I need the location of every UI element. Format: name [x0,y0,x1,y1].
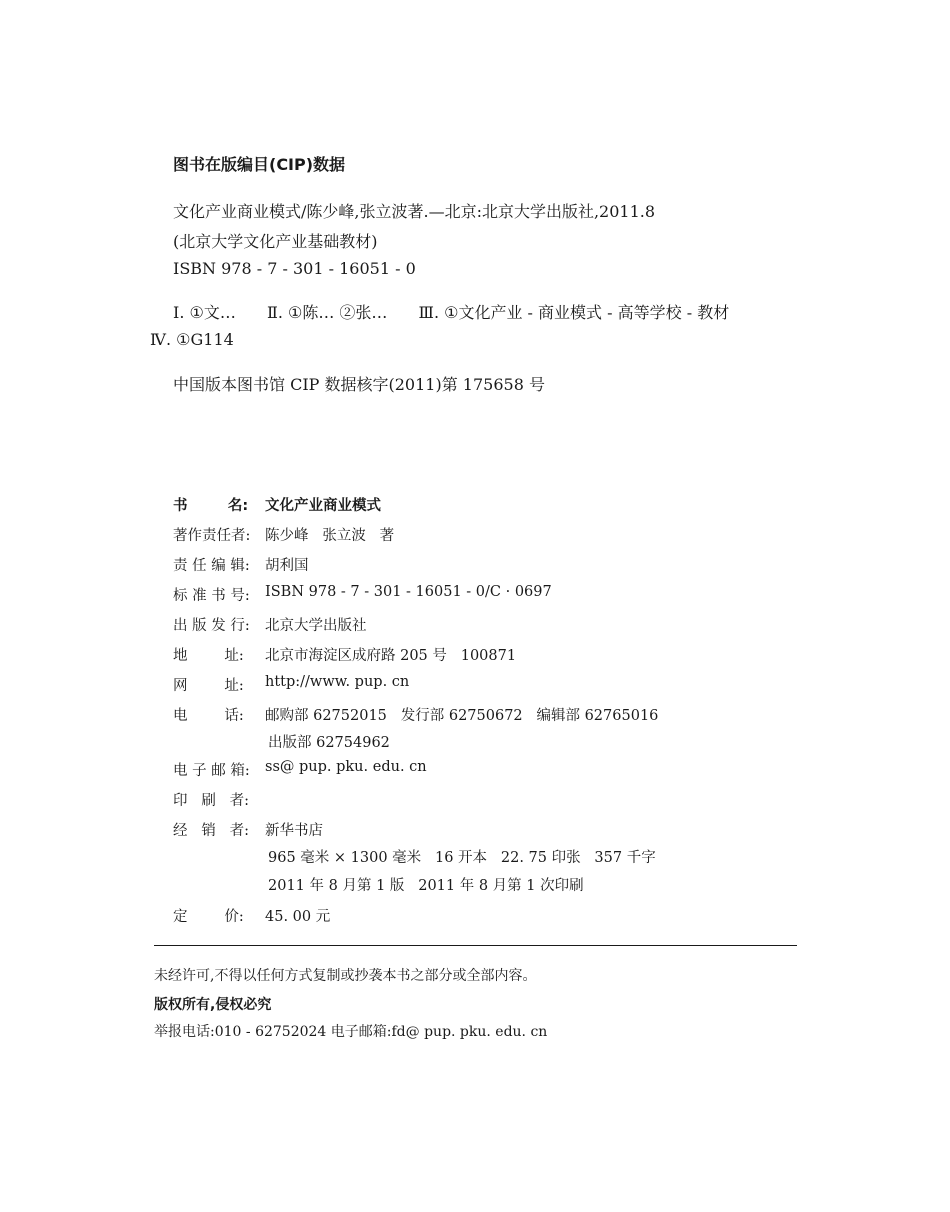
cip-number: 中国版本图书馆 CIP 数据核字(2011)第 175658 号 [173,375,545,394]
colophon-row-book-name [173,494,658,524]
distributor: 新华书店 [265,823,323,839]
printer-label: 印 刷 者: [173,793,250,809]
copying-notice: 未经许可,不得以任何方式复制或抄袭本书之部分或全部内容。 [154,968,537,984]
colophon-row-phone [173,704,658,731]
cip-isbn: ISBN 978 - 7 - 301 - 16051 - 0 [173,259,416,278]
colophon-row-publisher [173,614,658,644]
colophon-row-authors [173,524,658,554]
book-format: 965 毫米 × 1300 毫米 16 开本 22. 75 印张 357 千字 [268,850,656,866]
email: ss@ pup. pku. edu. cn [265,759,427,775]
distributor-label: 经 销 者: [173,823,250,839]
authors-label: 著作责任者: [173,528,251,544]
cip-classification-line2: Ⅳ. ①G114 [150,330,234,349]
authors: 陈少峰 张立波 著 [265,528,395,544]
isbn-label: 标 准 书 号: [173,588,250,604]
cip-class-item: Ⅱ. ①陈… ②张… [266,303,388,322]
cip-classification [173,300,755,323]
colophon-row-printer [173,789,658,819]
publisher: 北京大学出版社 [265,618,367,634]
address-label: 地 址: [173,648,244,664]
cip-series: (北京大学文化产业基础教材) [173,232,378,251]
phone-numbers: 邮购部 62752015 发行部 62750672 编辑部 62765016 [265,708,659,724]
cip-class-item: Ⅲ. ①文化产业 - 商业模式 - 高等学校 - 教材 [418,303,730,322]
colophon-row-edition [173,874,658,905]
colophon-row-email [173,759,658,789]
publisher-label: 出 版 发 行: [173,618,250,634]
book-name-label: 书 名: [173,498,249,514]
colophon-row-distributor [173,819,658,846]
colophon [173,494,658,935]
book-name: 文化产业商业模式 [265,498,381,514]
cip-title: 图书在版编目(CIP)数据 [173,155,346,174]
colophon-row-isbn [173,584,658,614]
edition: 2011 年 8 月第 1 版 2011 年 8 月第 1 次印刷 [268,878,584,894]
phone-numbers-cont: 出版部 62754962 [268,735,390,751]
editor-label: 责 任 编 辑: [173,558,250,574]
colophon-row-address [173,644,658,674]
address: 北京市海淀区成府路 205 号 100871 [265,648,517,664]
isbn: ISBN 978 - 7 - 301 - 16051 - 0/C · 0697 [265,584,552,600]
website: http://www. pup. cn [265,674,410,690]
cip-entry: 文化产业商业模式/陈少峰,张立波著.—北京:北京大学出版社,2011.8 [173,202,656,221]
colophon-row-price [173,905,658,935]
divider-rule [154,945,797,946]
colophon-row-editor [173,554,658,584]
website-label: 网 址: [173,678,244,694]
colophon-row-format [173,846,658,874]
report-contact: 举报电话:010 - 62752024 电子邮箱:fd@ pup. pku. edu. cn [154,1024,548,1040]
email-label: 电 子 邮 箱: [173,763,250,779]
rights-reserved: 版权所有,侵权必究 [154,997,272,1013]
phone-label: 电 话: [173,708,244,724]
price-label: 定 价: [173,909,244,925]
colophon-row-website [173,674,658,704]
price: 45. 00 元 [265,909,331,925]
editor: 胡利国 [265,558,309,574]
colophon-row-phone-cont [173,731,658,759]
cip-class-item: Ⅰ. ①文… [173,303,236,322]
